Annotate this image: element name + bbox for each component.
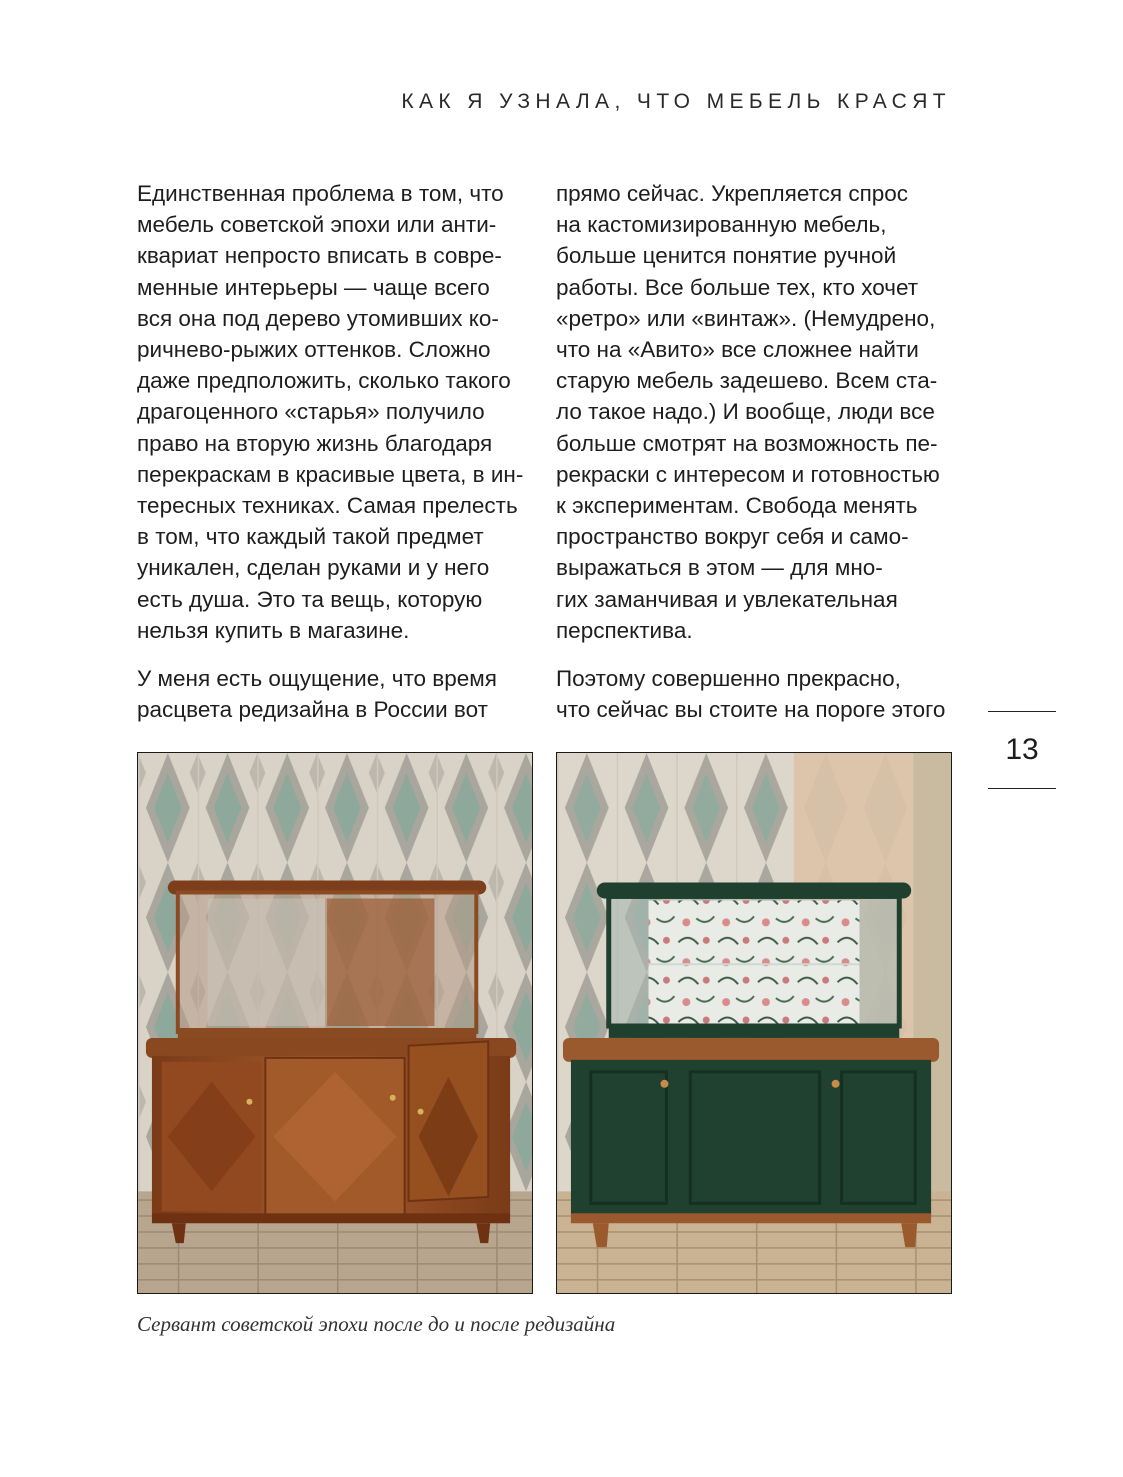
text-line: есть душа. Это та вещь, которую [137, 586, 483, 612]
text-line: У меня есть ощущение, что время [137, 666, 497, 692]
paragraph-gap [556, 646, 956, 663]
page-number: 13 [1005, 733, 1039, 766]
text-line: на кастомизированную мебель, [556, 212, 887, 238]
right-column [556, 178, 956, 725]
text-line: что сейчас вы стоите на пороге этого [556, 697, 946, 723]
text-line: ричнево-рыжих оттенков. Сложно [137, 337, 491, 363]
photo-sideboard-before [137, 752, 533, 1294]
text-line: гих заманчивая и увлекательная [556, 586, 898, 612]
text-line: к экспериментам. Свобода менять [556, 493, 918, 519]
text-line: прямо сейчас. Укрепляется спрос [556, 181, 909, 206]
text-line: Поэтому совершенно прекрасно, [556, 666, 901, 692]
text-line: уникален, сделан руками и у него [137, 555, 490, 581]
text-line: пространство вокруг себя и само- [556, 524, 909, 550]
left-column [137, 178, 547, 725]
text-line: перспектива. [556, 617, 693, 643]
text-line: вся она под дерево утомивших ко- [137, 305, 499, 331]
page-number-box [988, 711, 1056, 789]
text-line: «ретро» или «винтаж». (Немудрено, [556, 305, 936, 331]
paragraph [137, 178, 547, 646]
text-line: мебель советской эпохи или анти- [137, 212, 497, 238]
text-line: рекраски с интересом и готовностью [556, 461, 940, 487]
text-line: расцвета редизайна в России вот [137, 697, 488, 723]
text-line: нельзя купить в магазине. [137, 617, 410, 643]
text-line: менные интерьеры — чаще всего [137, 274, 490, 300]
text-line: драгоценного «старья» получило [137, 399, 485, 425]
text-line: больше ценится понятие ручной [556, 243, 897, 269]
figure-caption: Сервант советской эпохи после до и после редизайна [137, 1312, 616, 1336]
text-line: тересных техниках. Самая прелесть [137, 493, 518, 519]
running-title: КАК Я УЗНАЛА, ЧТО МЕБЕЛЬ КРАСЯТ [401, 90, 951, 113]
text-line: в том, что каждый такой предмет [137, 524, 484, 550]
text-line: работы. Все больше тех, кто хочет [556, 274, 919, 300]
paragraph-gap [137, 646, 547, 663]
photo-sideboard-after [556, 752, 952, 1294]
sideboard-before-illustration [138, 753, 532, 1293]
text-line: ло такое надо.) И вообще, люди все [556, 399, 935, 425]
text-line: квариат непросто вписать в совре- [137, 243, 502, 269]
sideboard-after-illustration [557, 753, 951, 1293]
text-line: право на вторую жизнь благодаря [137, 430, 493, 456]
text-line: Единственная проблема в том, что [137, 181, 504, 206]
text-line: выражаться в этом — для мно- [556, 555, 883, 581]
text-line: что на «Авито» все сложнее найти [556, 337, 919, 363]
text-line: перекраскам в красивые цвета, в ин- [137, 461, 524, 487]
text-line: старую мебель задешево. Всем ста- [556, 368, 938, 394]
paragraph [556, 178, 956, 646]
paragraph [137, 663, 547, 725]
paragraph [556, 663, 956, 725]
text-line: больше смотрят на возможность пе- [556, 430, 938, 456]
text-line: даже предположить, сколько такого [137, 368, 511, 394]
